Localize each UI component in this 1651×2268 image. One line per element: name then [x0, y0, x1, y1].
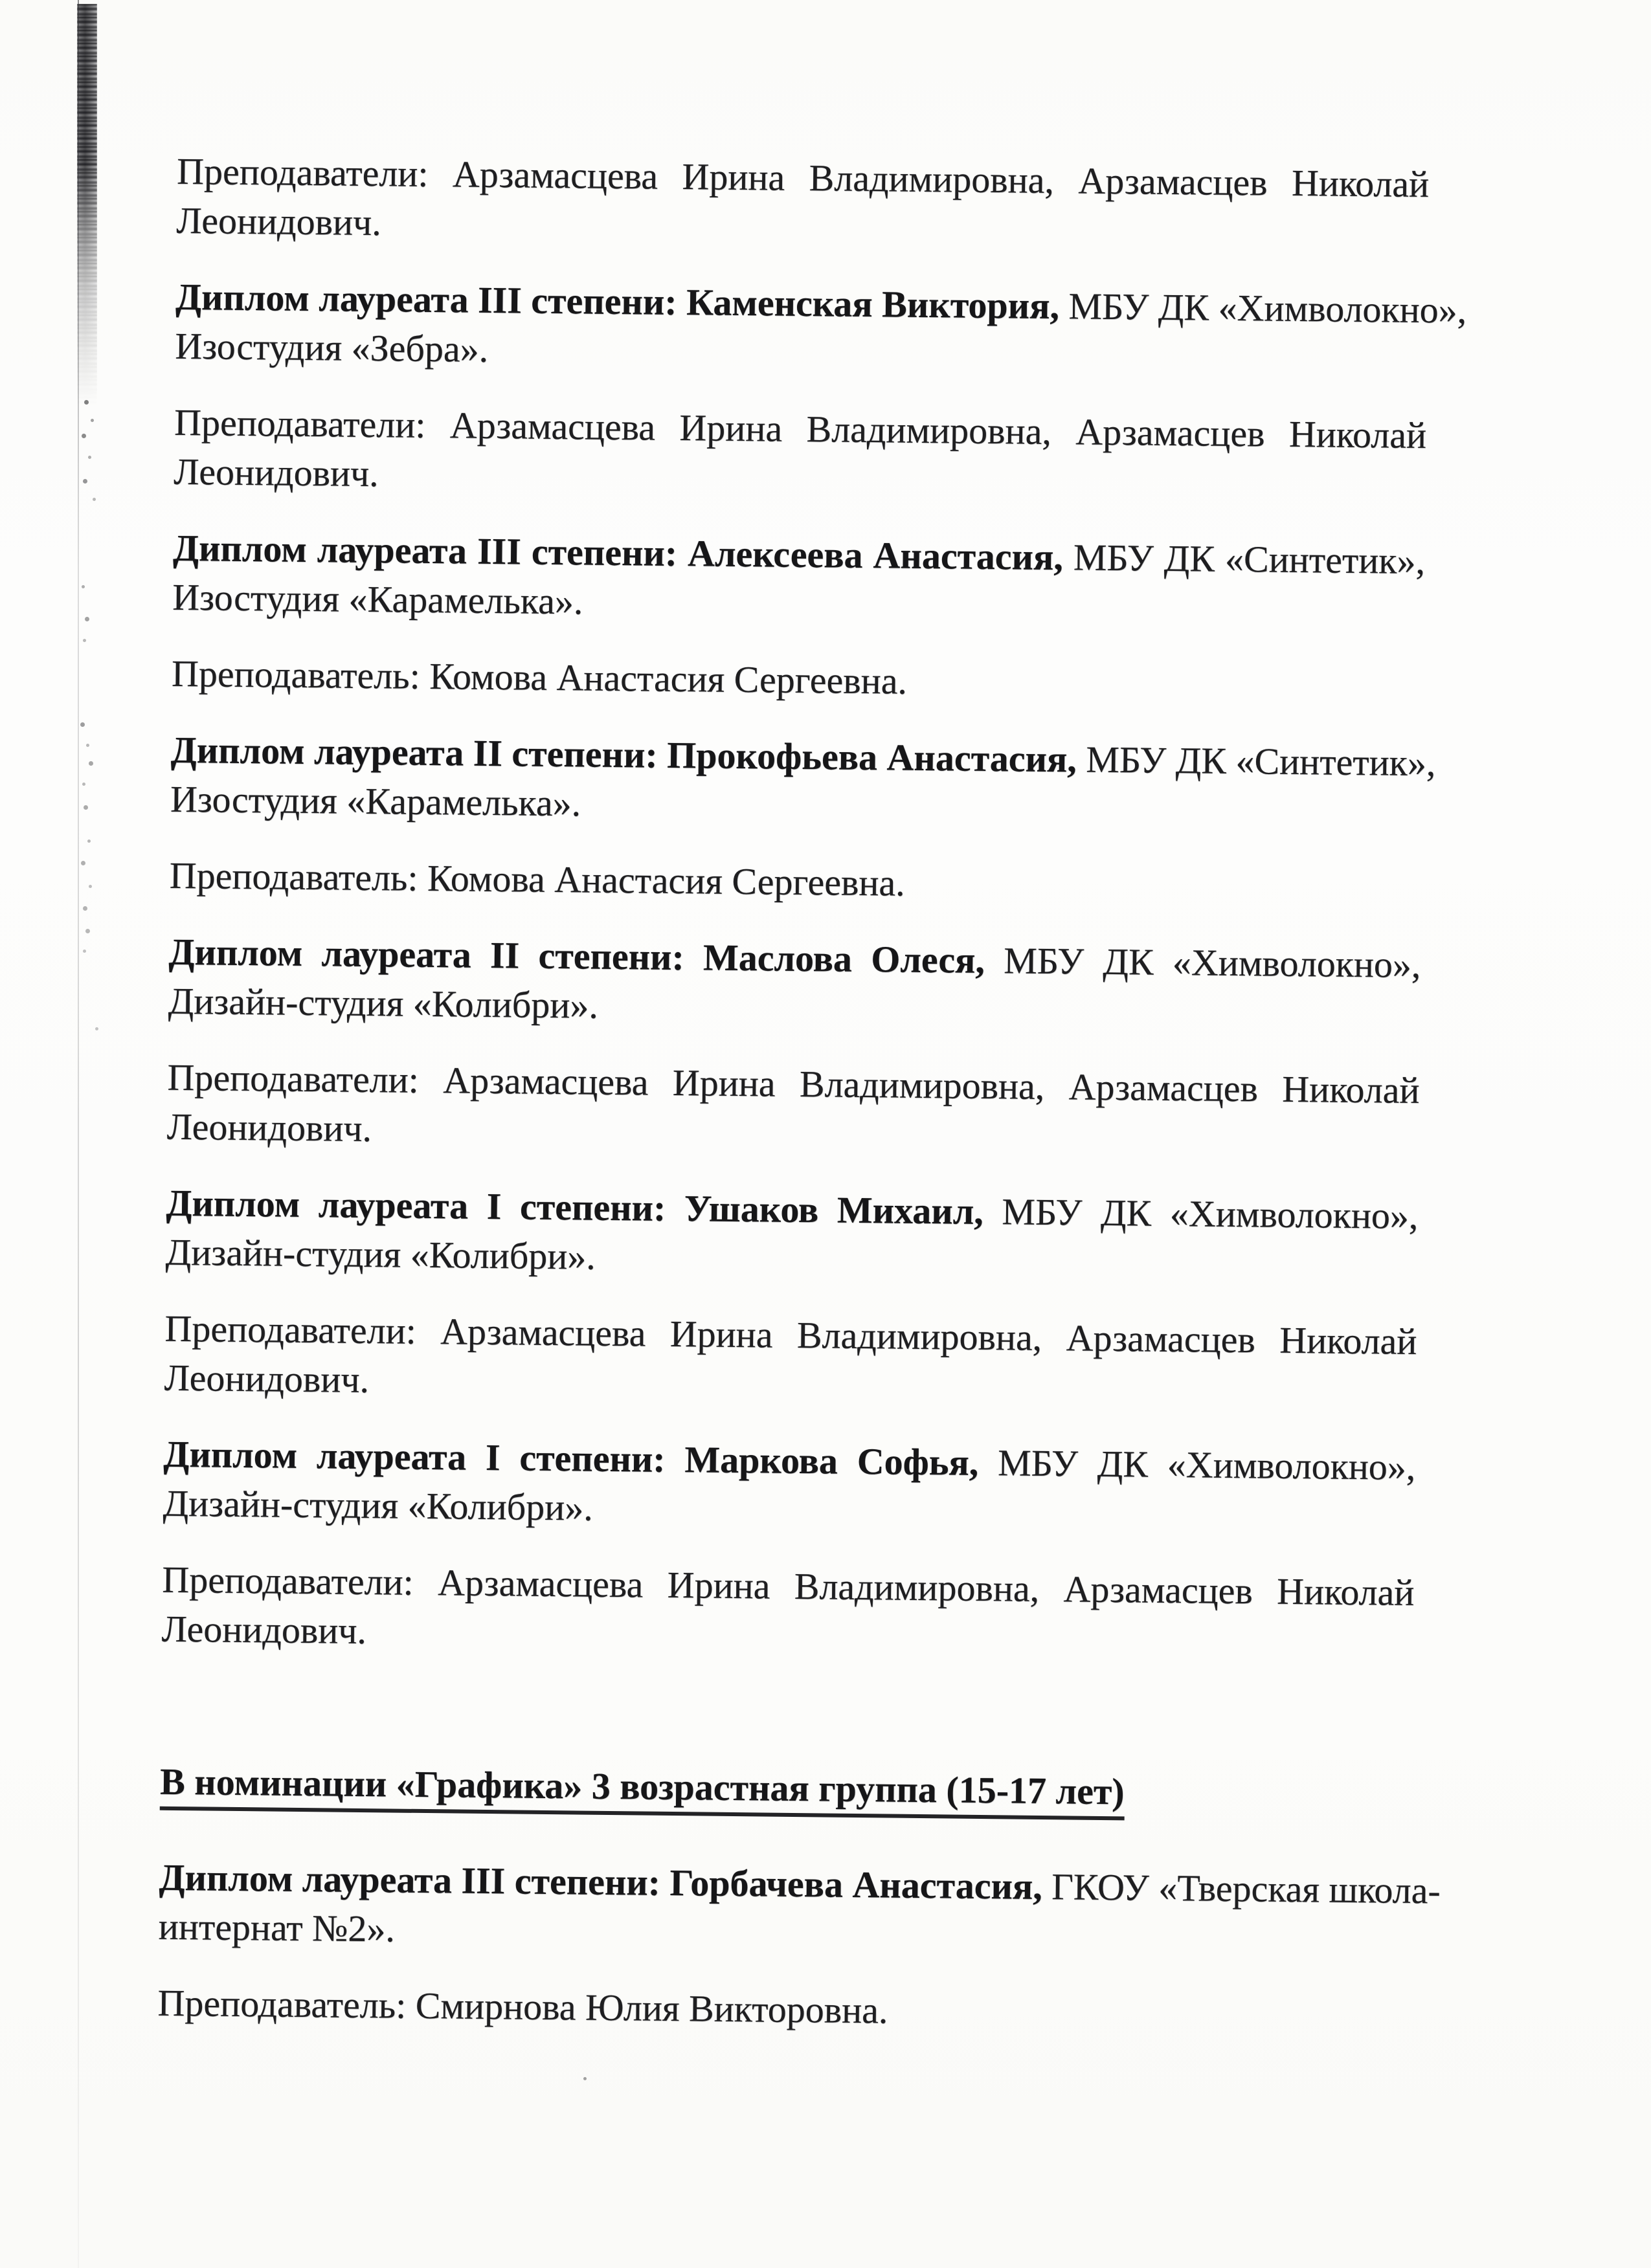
award-paragraph: [163, 1430, 1415, 1541]
section-heading-text: В номинации «Графика» 3 возрастная группа (15-17 лет): [160, 1761, 1125, 1821]
body-text: ГКОУ «Тверская школа-: [1042, 1865, 1441, 1912]
award-title-bold-text: Диплом лауреата III степени: Алексеева Анастасия,: [172, 526, 1064, 579]
body-text: МБУ ДК «Химволокно»,: [978, 1441, 1416, 1489]
award-paragraph: [168, 928, 1421, 1039]
text-line: [157, 1979, 1410, 2041]
award-title-bold-text: Диплом лауреата I степени: Маркова Софья,: [163, 1432, 979, 1484]
body-text: Леонидович.: [174, 450, 379, 495]
award-title-bold-text: Диплом лауреата II степени: Прокофьева Анастасия,: [170, 728, 1077, 781]
teacher-paragraph: [169, 851, 1422, 913]
body-text: Леонидович.: [166, 1105, 372, 1150]
body-text: Преподаватель: Комова Анастасия Сергеевна.: [169, 854, 906, 904]
body-text: Преподаватели: Арзамасцева Ирина Владимировна, Арзамасцев Николай: [164, 1307, 1417, 1363]
award-title-bold-text: Диплом лауреата III степени: Каменская Виктория,: [175, 275, 1060, 328]
body-text: Преподаватель: Смирнова Юлия Викторовна.: [157, 1981, 888, 2032]
teacher-paragraph: [164, 1304, 1417, 1416]
body-text: МБУ ДК «Синтетик»,: [1062, 536, 1426, 583]
body-text: Леонидович.: [164, 1356, 370, 1401]
body-text: Дизайн-студия «Колибри».: [168, 979, 599, 1027]
award-paragraph: [172, 524, 1425, 635]
teacher-paragraph: [174, 398, 1426, 509]
body-text: МБУ ДК «Химволокно»,: [984, 939, 1421, 986]
body-text: МБУ ДК «Химволокно»,: [1059, 285, 1467, 331]
body-text: Преподаватели: Арзамасцева Ирина Владимировна, Арзамасцев Николай: [174, 401, 1427, 457]
award-paragraph: [175, 272, 1467, 384]
body-text: Преподаватели: Арзамасцева Ирина Владимировна, Арзамасцев Николай: [162, 1558, 1415, 1614]
body-text: Леонидович.: [176, 199, 382, 244]
body-text: Дизайн-студия «Колибри».: [165, 1230, 596, 1278]
body-text: Изостудия «Зебра».: [175, 324, 489, 370]
body-text: Дизайн-студия «Колибри».: [163, 1482, 594, 1529]
award-title-bold-text: Диплом лауреата I степени: Ушаков Михаил,: [166, 1181, 984, 1233]
teacher-paragraph: [161, 1555, 1414, 1667]
teacher-paragraph: [172, 649, 1424, 711]
section-heading: [160, 1757, 1413, 1819]
body-text: Леонидович.: [161, 1607, 367, 1652]
body-text: Изостудия «Карамелька».: [172, 575, 583, 623]
body-text: Изостудия «Карамелька».: [170, 777, 581, 825]
award-paragraph: [170, 726, 1436, 837]
award-title-bold-text: Диплом лауреата III степени: Горбачева Анастасия,: [159, 1856, 1043, 1908]
teacher-paragraph: [166, 1053, 1419, 1164]
body-text: Преподаватель: Комова Анастасия Сергеевна.: [171, 652, 908, 702]
body-text: МБУ ДК «Химволокно»,: [983, 1190, 1419, 1238]
award-title-bold-text: Диплом лауреата II степени: Маслова Олеся,: [168, 930, 985, 982]
body-text: интернат №2».: [158, 1905, 396, 1950]
award-paragraph: [158, 1853, 1441, 1964]
body-text: МБУ ДК «Синтетик»,: [1076, 738, 1436, 784]
text-line: [172, 649, 1424, 711]
award-paragraph: [165, 1179, 1418, 1290]
text-line: [169, 851, 1422, 913]
teacher-paragraph: [157, 1979, 1410, 2041]
teacher-paragraph: [176, 147, 1429, 258]
body-text: Преподаватели: Арзамасцева Ирина Владимировна, Арзамасцев Николай: [167, 1056, 1420, 1112]
body-text: Преподаватели: Арзамасцева Ирина Владимировна, Арзамасцев Николай: [176, 150, 1430, 206]
